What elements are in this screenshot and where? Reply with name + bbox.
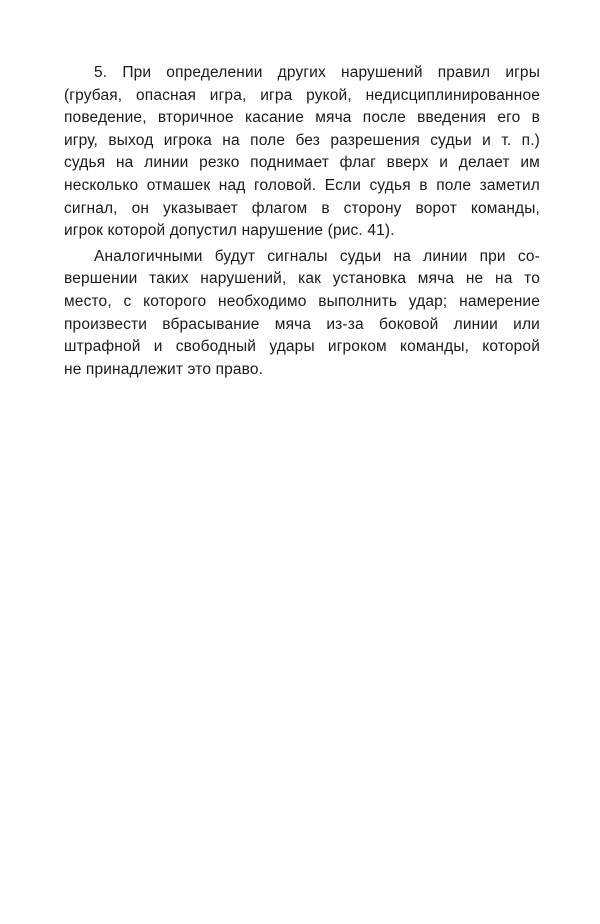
text-line: сигнал, он указывает флагом в сторону ворот команды, [64, 199, 540, 217]
paragraph-1 [64, 62, 540, 243]
text-line: несколько отмашек над головой. Если судья в поле заметил [64, 176, 540, 194]
text-line: вершении таких нарушений, как установка мяча не на то [64, 270, 540, 288]
text-line: штрафной и свободный удары игроком команды, которой [64, 338, 540, 356]
paragraph-2 [64, 246, 540, 382]
text-line: игрок которой допустил нарушение (рис. 41). [64, 222, 395, 240]
text-line: Аналогичными будут сигналы судьи на линии при со- [94, 247, 540, 265]
text-line: поведение, вторичное касание мяча после введения его в [64, 109, 540, 127]
text-line: (грубая, опасная игра, игра рукой, недисциплинированное [64, 86, 540, 104]
text-line: 5. При определении других нарушений правил игры [94, 64, 540, 81]
text-line: место, с которого необходимо выполнить удар; намерение [64, 292, 540, 310]
body-text [64, 62, 540, 381]
text-line: не принадлежит это право. [64, 360, 264, 378]
text-line: игру, выход игрока на поле без разрешения судьи и т. п.) [64, 131, 540, 149]
text-line: произвести вбрасывание мяча из-за боковой линии или [64, 315, 540, 333]
text-line: судья на линии резко поднимает флаг вверх и делает им [64, 154, 540, 172]
